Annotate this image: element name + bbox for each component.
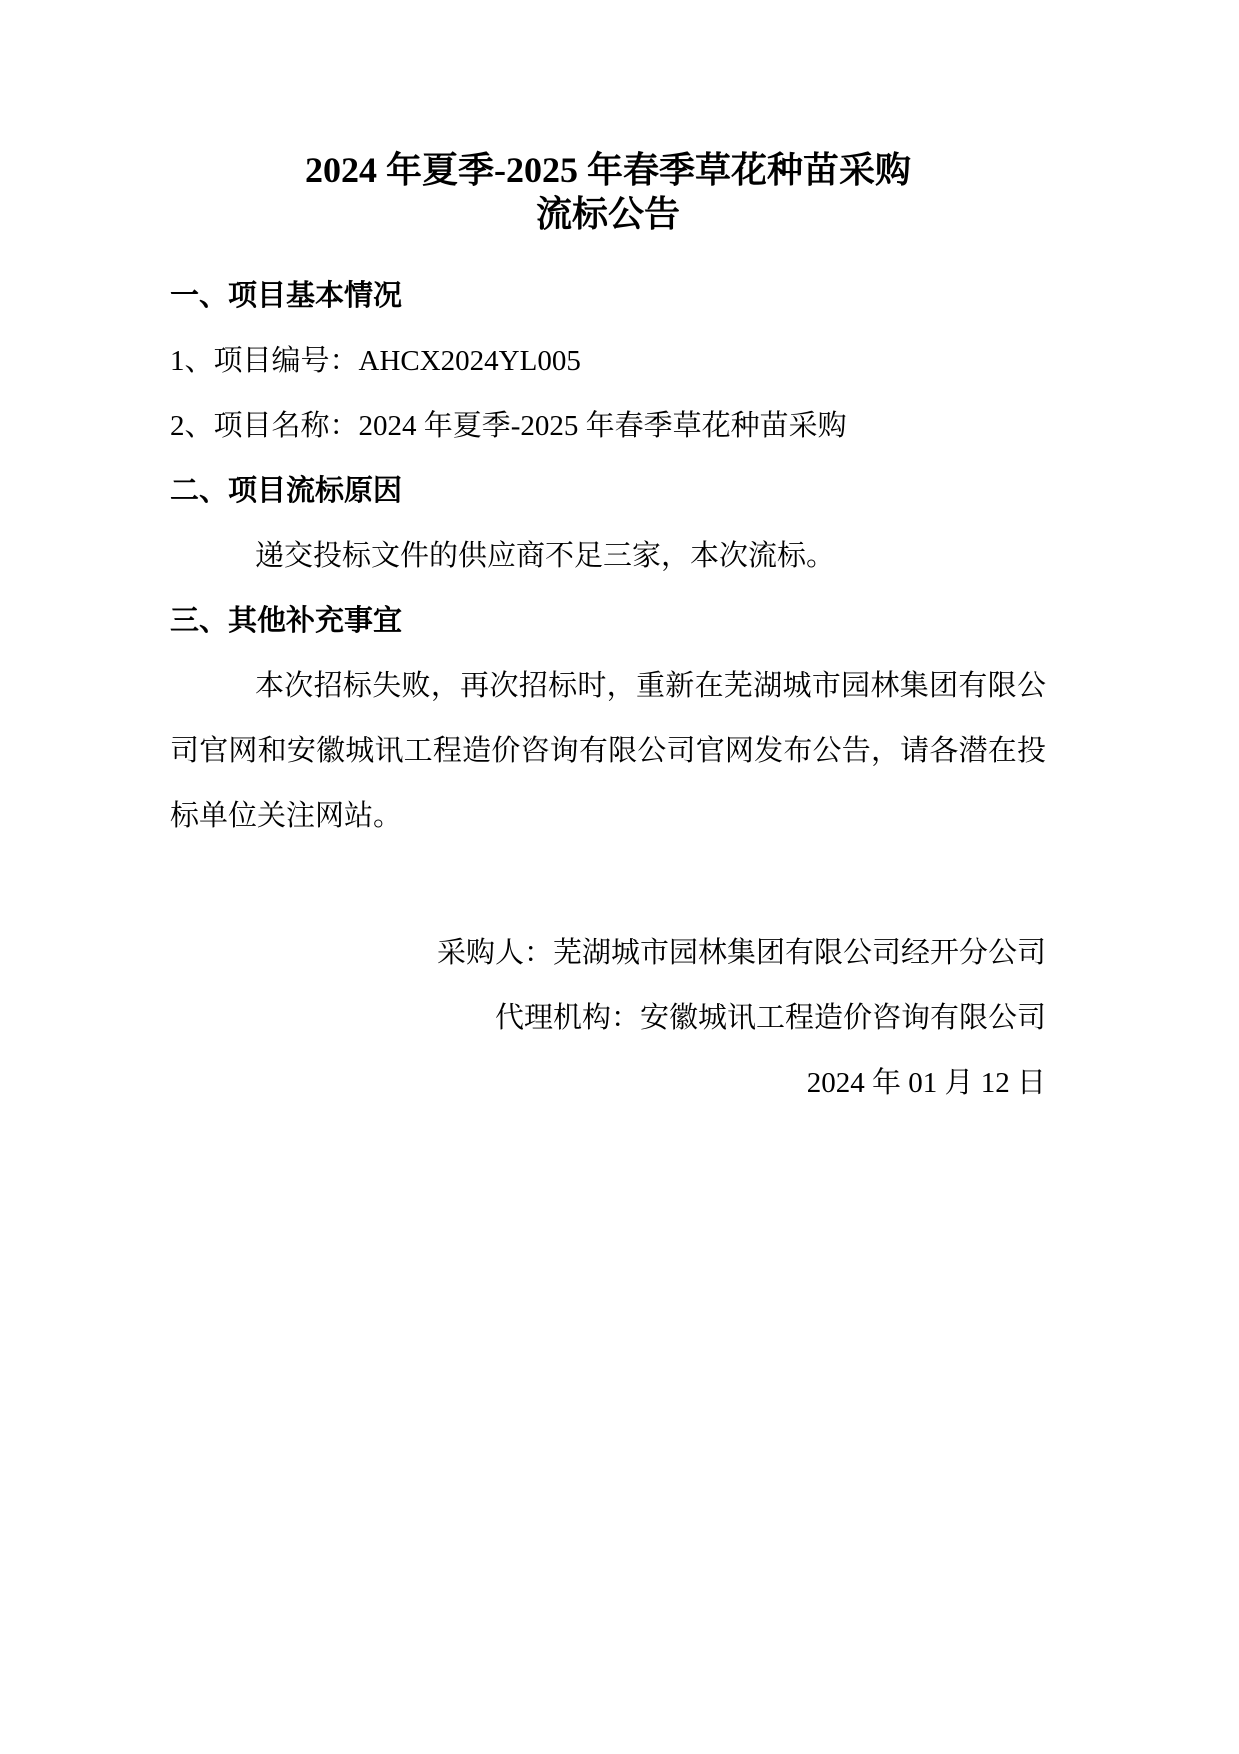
- title-line-1: 2024 年夏季-2025 年春季草花种苗采购: [305, 150, 911, 190]
- section-3-heading: 三、其他补充事宜: [170, 605, 403, 637]
- document-title: [170, 148, 1046, 236]
- project-name-line: 2、项目名称：2024 年夏季-2025 年春季草花种苗采购: [170, 410, 847, 442]
- section-1-heading: 一、项目基本情况: [170, 280, 403, 312]
- section-2-heading: 二、项目流标原因: [170, 475, 403, 507]
- date-line: 2024 年 01 月 12 日: [806, 1067, 1046, 1099]
- agency-line: 代理机构：安徽城讯工程造价咨询有限公司: [494, 1002, 1046, 1034]
- project-number-line: 1、项目编号：AHCX2024YL005: [170, 345, 581, 377]
- failure-reason-paragraph: 递交投标文件的供应商不足三家，本次流标。: [255, 540, 836, 572]
- title-line-2: 流标公告: [535, 194, 680, 234]
- purchaser-line: 采购人：芜湖城市园林集团有限公司经开分公司: [436, 937, 1046, 969]
- document-body: [170, 264, 1046, 849]
- supplementary-note-paragraph: 本次招标失败，再次招标时，重新在芜湖城市园林集团有限公司官网和安徽城讯工程造价咨询有限公司官网发布公告，请各潜在投标单位关注网站。: [170, 670, 1046, 832]
- document-footer: [170, 921, 1046, 1116]
